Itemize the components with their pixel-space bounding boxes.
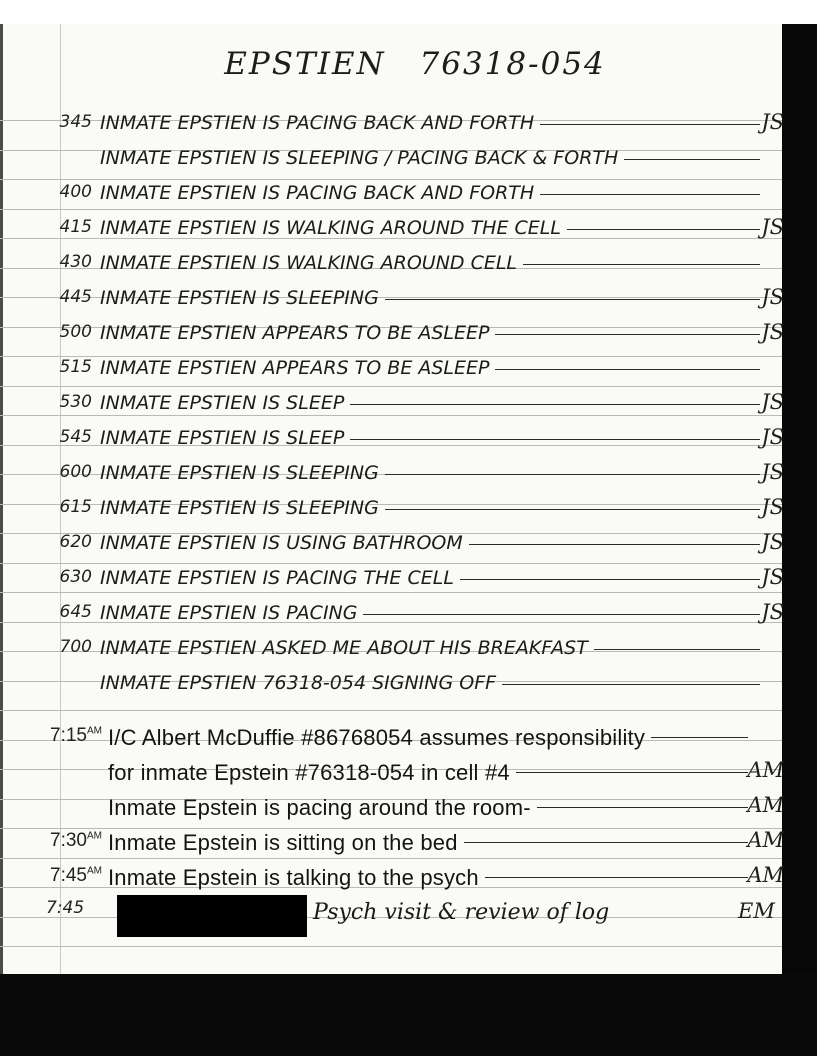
entry-initials: JS	[761, 530, 784, 554]
ruled-line	[0, 946, 790, 947]
entry-dash-line	[540, 194, 760, 195]
entry-note: INMATE EPSTIEN APPEARS TO BE ASLEEP	[100, 322, 490, 344]
entry-dash-line	[567, 229, 760, 230]
entry-note: I/C Albert McDuffie #86768054 assumes responsibility	[108, 725, 646, 750]
entry-note: Inmate Epstein is pacing around the room-	[108, 795, 531, 820]
entry-note: INMATE EPSTIEN APPEARS TO BE ASLEEP	[100, 357, 490, 379]
log-entry	[0, 637, 790, 667]
entry-dash-line	[469, 544, 760, 545]
entry-note: INMATE EPSTIEN IS SLEEPING	[100, 287, 379, 309]
entry-note: INMATE EPSTIEN IS PACING BACK AND FORTH	[100, 182, 535, 204]
entry-time-value: 7:45	[50, 865, 87, 886]
printed-log-entry	[0, 865, 790, 895]
final-entry-time: 7:45	[46, 898, 85, 918]
entry-note: INMATE EPSTIEN 76318-054 SIGNING OFF	[100, 672, 497, 694]
entry-dash-line	[350, 439, 760, 440]
entry-time: 400	[59, 182, 92, 202]
entry-initials: AM	[747, 828, 784, 852]
ruled-line	[0, 179, 790, 180]
log-entry	[0, 112, 790, 142]
entry-ampm: AM	[87, 830, 102, 842]
entry-initials: JS	[761, 495, 784, 519]
entry-initials: AM	[747, 863, 784, 887]
log-entry	[0, 497, 790, 527]
log-entry	[0, 532, 790, 562]
entry-time: 630	[59, 567, 92, 587]
inmate-number: 76318-054	[419, 46, 606, 82]
entry-note: INMATE EPSTIEN IS PACING BACK AND FORTH	[100, 112, 535, 134]
entry-time-value: 7:30	[50, 830, 87, 851]
log-entry	[0, 322, 790, 352]
entry-time: 345	[59, 112, 92, 132]
scan-shadow-bottom	[0, 974, 817, 1056]
entry-initials: JS	[761, 425, 784, 449]
log-header	[0, 46, 790, 82]
entry-note: INMATE EPSTIEN IS PACING	[100, 602, 358, 624]
entry-note: for inmate Epstein #76318-054 in cell #4	[108, 760, 510, 785]
printed-log-entry	[0, 760, 790, 790]
entry-ampm: AM	[87, 725, 102, 737]
redaction-block	[117, 895, 307, 937]
log-entry	[0, 147, 790, 177]
entry-time: 500	[59, 322, 92, 342]
entry-initials: JS	[761, 390, 784, 414]
ruled-line	[0, 563, 790, 564]
log-entry	[0, 427, 790, 457]
entry-initials: JS	[761, 285, 784, 309]
log-entry	[0, 287, 790, 317]
entry-dash-line	[540, 124, 760, 125]
entry-dash-line	[502, 684, 760, 685]
log-entry	[0, 602, 790, 632]
printed-log-entry	[0, 795, 790, 825]
entry-initials: JS	[761, 600, 784, 624]
entry-time: 700	[59, 637, 92, 657]
entry-time: 620	[59, 532, 92, 552]
log-entry	[0, 357, 790, 387]
log-entry	[0, 392, 790, 422]
entry-note: INMATE EPSTIEN IS SLEEP	[100, 392, 345, 414]
entry-note: INMATE EPSTIEN IS USING BATHROOM	[100, 532, 463, 554]
entry-time: 530	[59, 392, 92, 412]
entry-initials: JS	[761, 460, 784, 484]
entry-dash-line	[385, 299, 760, 300]
entry-note: INMATE EPSTIEN ASKED ME ABOUT HIS BREAKFAST	[100, 637, 588, 659]
entry-note: Inmate Epstein is sitting on the bed	[108, 830, 458, 855]
entry-note: INMATE EPSTIEN IS SLEEP	[100, 427, 345, 449]
entry-dash-line	[485, 877, 748, 878]
final-entry-initials: EM	[738, 899, 775, 923]
entry-time: 430	[59, 252, 92, 272]
entry-initials: JS	[761, 215, 784, 239]
entry-initials: JS	[761, 565, 784, 589]
entry-time: 600	[59, 462, 92, 482]
entry-ampm: AM	[87, 865, 102, 877]
log-entry	[0, 567, 790, 597]
entry-note: INMATE EPSTIEN IS WALKING AROUND CELL	[100, 252, 518, 274]
log-entry	[0, 252, 790, 282]
entry-initials: AM	[747, 793, 784, 817]
log-entry	[0, 217, 790, 247]
log-entry	[0, 182, 790, 212]
entry-time: 545	[59, 427, 92, 447]
entry-dash-line	[651, 737, 748, 738]
entry-dash-line	[350, 404, 760, 405]
entry-note: Inmate Epstein is talking to the psych	[108, 865, 479, 890]
entry-initials: JS	[761, 110, 784, 134]
entry-note: INMATE EPSTIEN IS WALKING AROUND THE CELL	[100, 217, 561, 239]
entry-note: INMATE EPSTIEN IS PACING THE CELL	[100, 567, 454, 589]
entry-dash-line	[523, 264, 760, 265]
entry-note: INMATE EPSTIEN IS SLEEPING	[100, 462, 379, 484]
entry-time-value: 7:15	[50, 725, 87, 746]
entry-time: 415	[59, 217, 92, 237]
entry-note: INMATE EPSTIEN IS SLEEPING / PACING BACK & FORTH	[100, 147, 619, 169]
entry-time: 515	[59, 357, 92, 377]
entry-note: INMATE EPSTIEN IS SLEEPING	[100, 497, 379, 519]
entry-dash-line	[363, 614, 760, 615]
printed-log-entry	[0, 830, 790, 860]
log-entry	[0, 672, 790, 702]
final-entry-note: Psych visit & review of log	[313, 900, 610, 925]
entry-dash-line	[537, 807, 748, 808]
entry-dash-line	[495, 369, 760, 370]
entry-dash-line	[495, 334, 760, 335]
ruled-line	[0, 710, 790, 711]
inmate-name: EPSTIEN	[224, 46, 386, 82]
printed-log-entry	[0, 725, 790, 755]
entry-time	[30, 725, 102, 747]
entry-dash-line	[385, 474, 760, 475]
entry-dash-line	[624, 159, 760, 160]
entry-time: 445	[59, 287, 92, 307]
entry-time: 615	[59, 497, 92, 517]
entry-dash-line	[594, 649, 760, 650]
entry-dash-line	[464, 842, 748, 843]
log-entry	[0, 462, 790, 492]
entry-dash-line	[460, 579, 760, 580]
entry-dash-line	[516, 772, 748, 773]
entry-dash-line	[385, 509, 760, 510]
entry-time	[30, 830, 102, 852]
entry-initials: AM	[747, 758, 784, 782]
entry-initials: JS	[761, 320, 784, 344]
entry-time: 645	[59, 602, 92, 622]
ruled-line	[0, 828, 790, 829]
entry-time	[30, 865, 102, 887]
